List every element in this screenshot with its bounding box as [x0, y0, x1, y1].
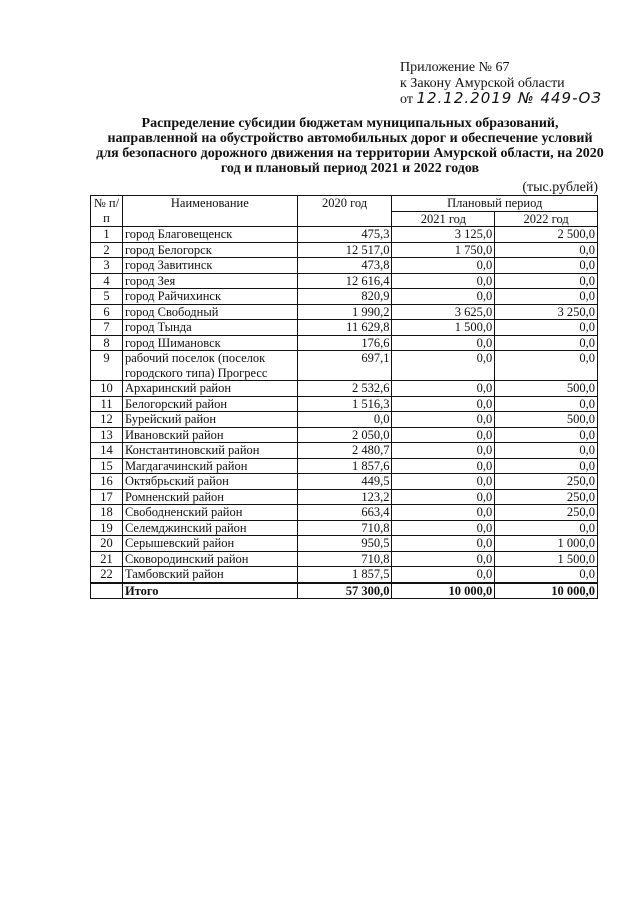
- row-number: 18: [91, 505, 123, 521]
- row-2022: 0,0: [495, 427, 598, 443]
- row-2020: 12 616,4: [297, 273, 392, 289]
- row-name: Октябрьский район: [122, 474, 297, 490]
- table-row: [91, 489, 598, 505]
- row-2021: 0,0: [392, 381, 495, 397]
- row-2020: 475,3: [297, 227, 392, 243]
- row-name: город Завитинск: [122, 258, 297, 274]
- table-row: [91, 427, 598, 443]
- table-row: [91, 536, 598, 552]
- row-name: город Свободный: [122, 304, 297, 320]
- row-2022: 1 000,0: [495, 536, 598, 552]
- row-2020: 11 629,8: [297, 320, 392, 336]
- row-2020: 2 532,6: [297, 381, 392, 397]
- row-name: Белогорский район: [122, 396, 297, 412]
- appendix-number: Приложение № 67: [400, 60, 510, 75]
- row-2020: 123,2: [297, 489, 392, 505]
- header-num: № п/п: [91, 196, 123, 227]
- row-2022: 500,0: [495, 381, 598, 397]
- row-2020: 176,6: [297, 335, 392, 351]
- table-row: [91, 335, 598, 351]
- row-2021: 1 750,0: [392, 242, 495, 258]
- table-row: [91, 458, 598, 474]
- row-name: город Тында: [122, 320, 297, 336]
- header-2022: 2022 год: [495, 211, 598, 227]
- row-name: Тамбовский район: [122, 567, 297, 583]
- header-2020: 2020 год: [297, 196, 392, 227]
- row-2021: 0,0: [392, 443, 495, 459]
- row-number: 13: [91, 427, 123, 443]
- appendix-header: [400, 60, 602, 108]
- row-2020: 710,8: [297, 520, 392, 536]
- total-2022: 10 000,0: [495, 583, 598, 599]
- row-2020: 820,9: [297, 289, 392, 305]
- row-number: 15: [91, 458, 123, 474]
- row-name: город Шимановск: [122, 335, 297, 351]
- table-row: [91, 258, 598, 274]
- row-2021: 0,0: [392, 396, 495, 412]
- row-2020: 2 050,0: [297, 427, 392, 443]
- row-2021: 0,0: [392, 474, 495, 490]
- table-row: [91, 567, 598, 583]
- row-2020: 2 480,7: [297, 443, 392, 459]
- total-2021: 10 000,0: [392, 583, 495, 599]
- row-2020: 1 857,6: [297, 458, 392, 474]
- row-name: город Райчихинск: [122, 289, 297, 305]
- row-number: 20: [91, 536, 123, 552]
- row-2021: 0,0: [392, 335, 495, 351]
- row-2021: 0,0: [392, 273, 495, 289]
- appendix-date-handwritten: 12.12.2019 № 449-ОЗ: [416, 89, 602, 107]
- table-row: [91, 289, 598, 305]
- row-number: 12: [91, 412, 123, 428]
- row-2021: 0,0: [392, 458, 495, 474]
- row-2021: 0,0: [392, 567, 495, 583]
- row-2021: 0,0: [392, 289, 495, 305]
- row-number: 22: [91, 567, 123, 583]
- row-name: Селемджинский район: [122, 520, 297, 536]
- table-row: [91, 412, 598, 428]
- row-name: Константиновский район: [122, 443, 297, 459]
- row-2020: 449,5: [297, 474, 392, 490]
- row-2021: 0,0: [392, 551, 495, 567]
- row-2020: 663,4: [297, 505, 392, 521]
- row-2022: 0,0: [495, 351, 598, 381]
- row-2022: 0,0: [495, 567, 598, 583]
- total-num: [91, 583, 123, 599]
- units-label: (тыс.рублей): [522, 180, 598, 195]
- appendix-law: к Закону Амурской области: [400, 75, 565, 91]
- row-2021: 3 625,0: [392, 304, 495, 320]
- row-name: Серышевский район: [122, 536, 297, 552]
- row-number: 2: [91, 242, 123, 258]
- row-2021: 0,0: [392, 427, 495, 443]
- row-2021: 0,0: [392, 505, 495, 521]
- table-row: [91, 396, 598, 412]
- table-row: [91, 351, 598, 381]
- row-2020: 1 990,2: [297, 304, 392, 320]
- row-number: 21: [91, 551, 123, 567]
- row-2022: 0,0: [495, 320, 598, 336]
- header-2021: 2021 год: [392, 211, 495, 227]
- row-2020: 0,0: [297, 412, 392, 428]
- row-2020: 697,1: [297, 351, 392, 381]
- row-number: 8: [91, 335, 123, 351]
- row-2021: 0,0: [392, 258, 495, 274]
- row-2022: 250,0: [495, 489, 598, 505]
- row-2020: 1 516,3: [297, 396, 392, 412]
- row-name: Ивановский район: [122, 427, 297, 443]
- row-name: Архаринский район: [122, 381, 297, 397]
- appendix-date: [400, 91, 602, 108]
- row-2021: 0,0: [392, 520, 495, 536]
- row-number: 5: [91, 289, 123, 305]
- row-2022: 0,0: [495, 396, 598, 412]
- header-plan-period: Плановый период: [392, 196, 598, 212]
- total-row: [91, 583, 598, 599]
- row-name: Сковородинский район: [122, 551, 297, 567]
- row-2022: 0,0: [495, 242, 598, 258]
- row-number: 6: [91, 304, 123, 320]
- row-2022: 0,0: [495, 289, 598, 305]
- row-2022: 3 250,0: [495, 304, 598, 320]
- row-number: 3: [91, 258, 123, 274]
- row-name: город Зея: [122, 273, 297, 289]
- table-row: [91, 273, 598, 289]
- row-2022: 2 500,0: [495, 227, 598, 243]
- row-2020: 710,8: [297, 551, 392, 567]
- header-name: Наименование: [122, 196, 297, 227]
- row-2021: 1 500,0: [392, 320, 495, 336]
- row-2022: 0,0: [495, 443, 598, 459]
- row-2022: 250,0: [495, 505, 598, 521]
- row-number: 7: [91, 320, 123, 336]
- row-2022: 250,0: [495, 474, 598, 490]
- row-name: Ромненский район: [122, 489, 297, 505]
- row-name: рабочий поселок (поселок городского типа) Прогресс: [122, 351, 297, 381]
- row-name: Свободненский район: [122, 505, 297, 521]
- row-2022: 0,0: [495, 273, 598, 289]
- row-name: город Белогорск: [122, 242, 297, 258]
- total-2020: 57 300,0: [297, 583, 392, 599]
- row-number: 10: [91, 381, 123, 397]
- table-row: [91, 381, 598, 397]
- row-number: 1: [91, 227, 123, 243]
- row-number: 11: [91, 396, 123, 412]
- row-name: Бурейский район: [122, 412, 297, 428]
- row-2021: 0,0: [392, 536, 495, 552]
- row-number: 16: [91, 474, 123, 490]
- row-2021: 3 125,0: [392, 227, 495, 243]
- appendix-date-prefix: от: [400, 92, 413, 107]
- table-row: [91, 505, 598, 521]
- table-row: [91, 551, 598, 567]
- row-number: 14: [91, 443, 123, 459]
- row-2022: 0,0: [495, 458, 598, 474]
- row-2022: 500,0: [495, 412, 598, 428]
- total-label: Итого: [122, 583, 297, 599]
- subsidy-table: [90, 195, 598, 599]
- row-name: Магдагачинский район: [122, 458, 297, 474]
- row-2022: 1 500,0: [495, 551, 598, 567]
- row-number: 4: [91, 273, 123, 289]
- row-2022: 0,0: [495, 520, 598, 536]
- row-2020: 950,5: [297, 536, 392, 552]
- row-2020: 12 517,0: [297, 242, 392, 258]
- row-2020: 1 857,5: [297, 567, 392, 583]
- table-row: [91, 304, 598, 320]
- table-row: [91, 227, 598, 243]
- row-2022: 0,0: [495, 335, 598, 351]
- row-2022: 0,0: [495, 258, 598, 274]
- row-number: 9: [91, 351, 123, 381]
- row-name: город Благовещенск: [122, 227, 297, 243]
- table-row: [91, 520, 598, 536]
- row-2021: 0,0: [392, 412, 495, 428]
- row-2021: 0,0: [392, 351, 495, 381]
- table-row: [91, 320, 598, 336]
- table-row: [91, 242, 598, 258]
- row-number: 19: [91, 520, 123, 536]
- row-2020: 473,8: [297, 258, 392, 274]
- document-title: Распределение субсидии бюджетам муниципальных образований, направленной на обустройство автомобильных дорог и обеспечение условий для безопасного дорожного движения на территории Амурской области, на 2020 год и плановый период 2021 и 2022 годов: [96, 116, 604, 176]
- table-row: [91, 443, 598, 459]
- row-2021: 0,0: [392, 489, 495, 505]
- row-number: 17: [91, 489, 123, 505]
- table-row: [91, 474, 598, 490]
